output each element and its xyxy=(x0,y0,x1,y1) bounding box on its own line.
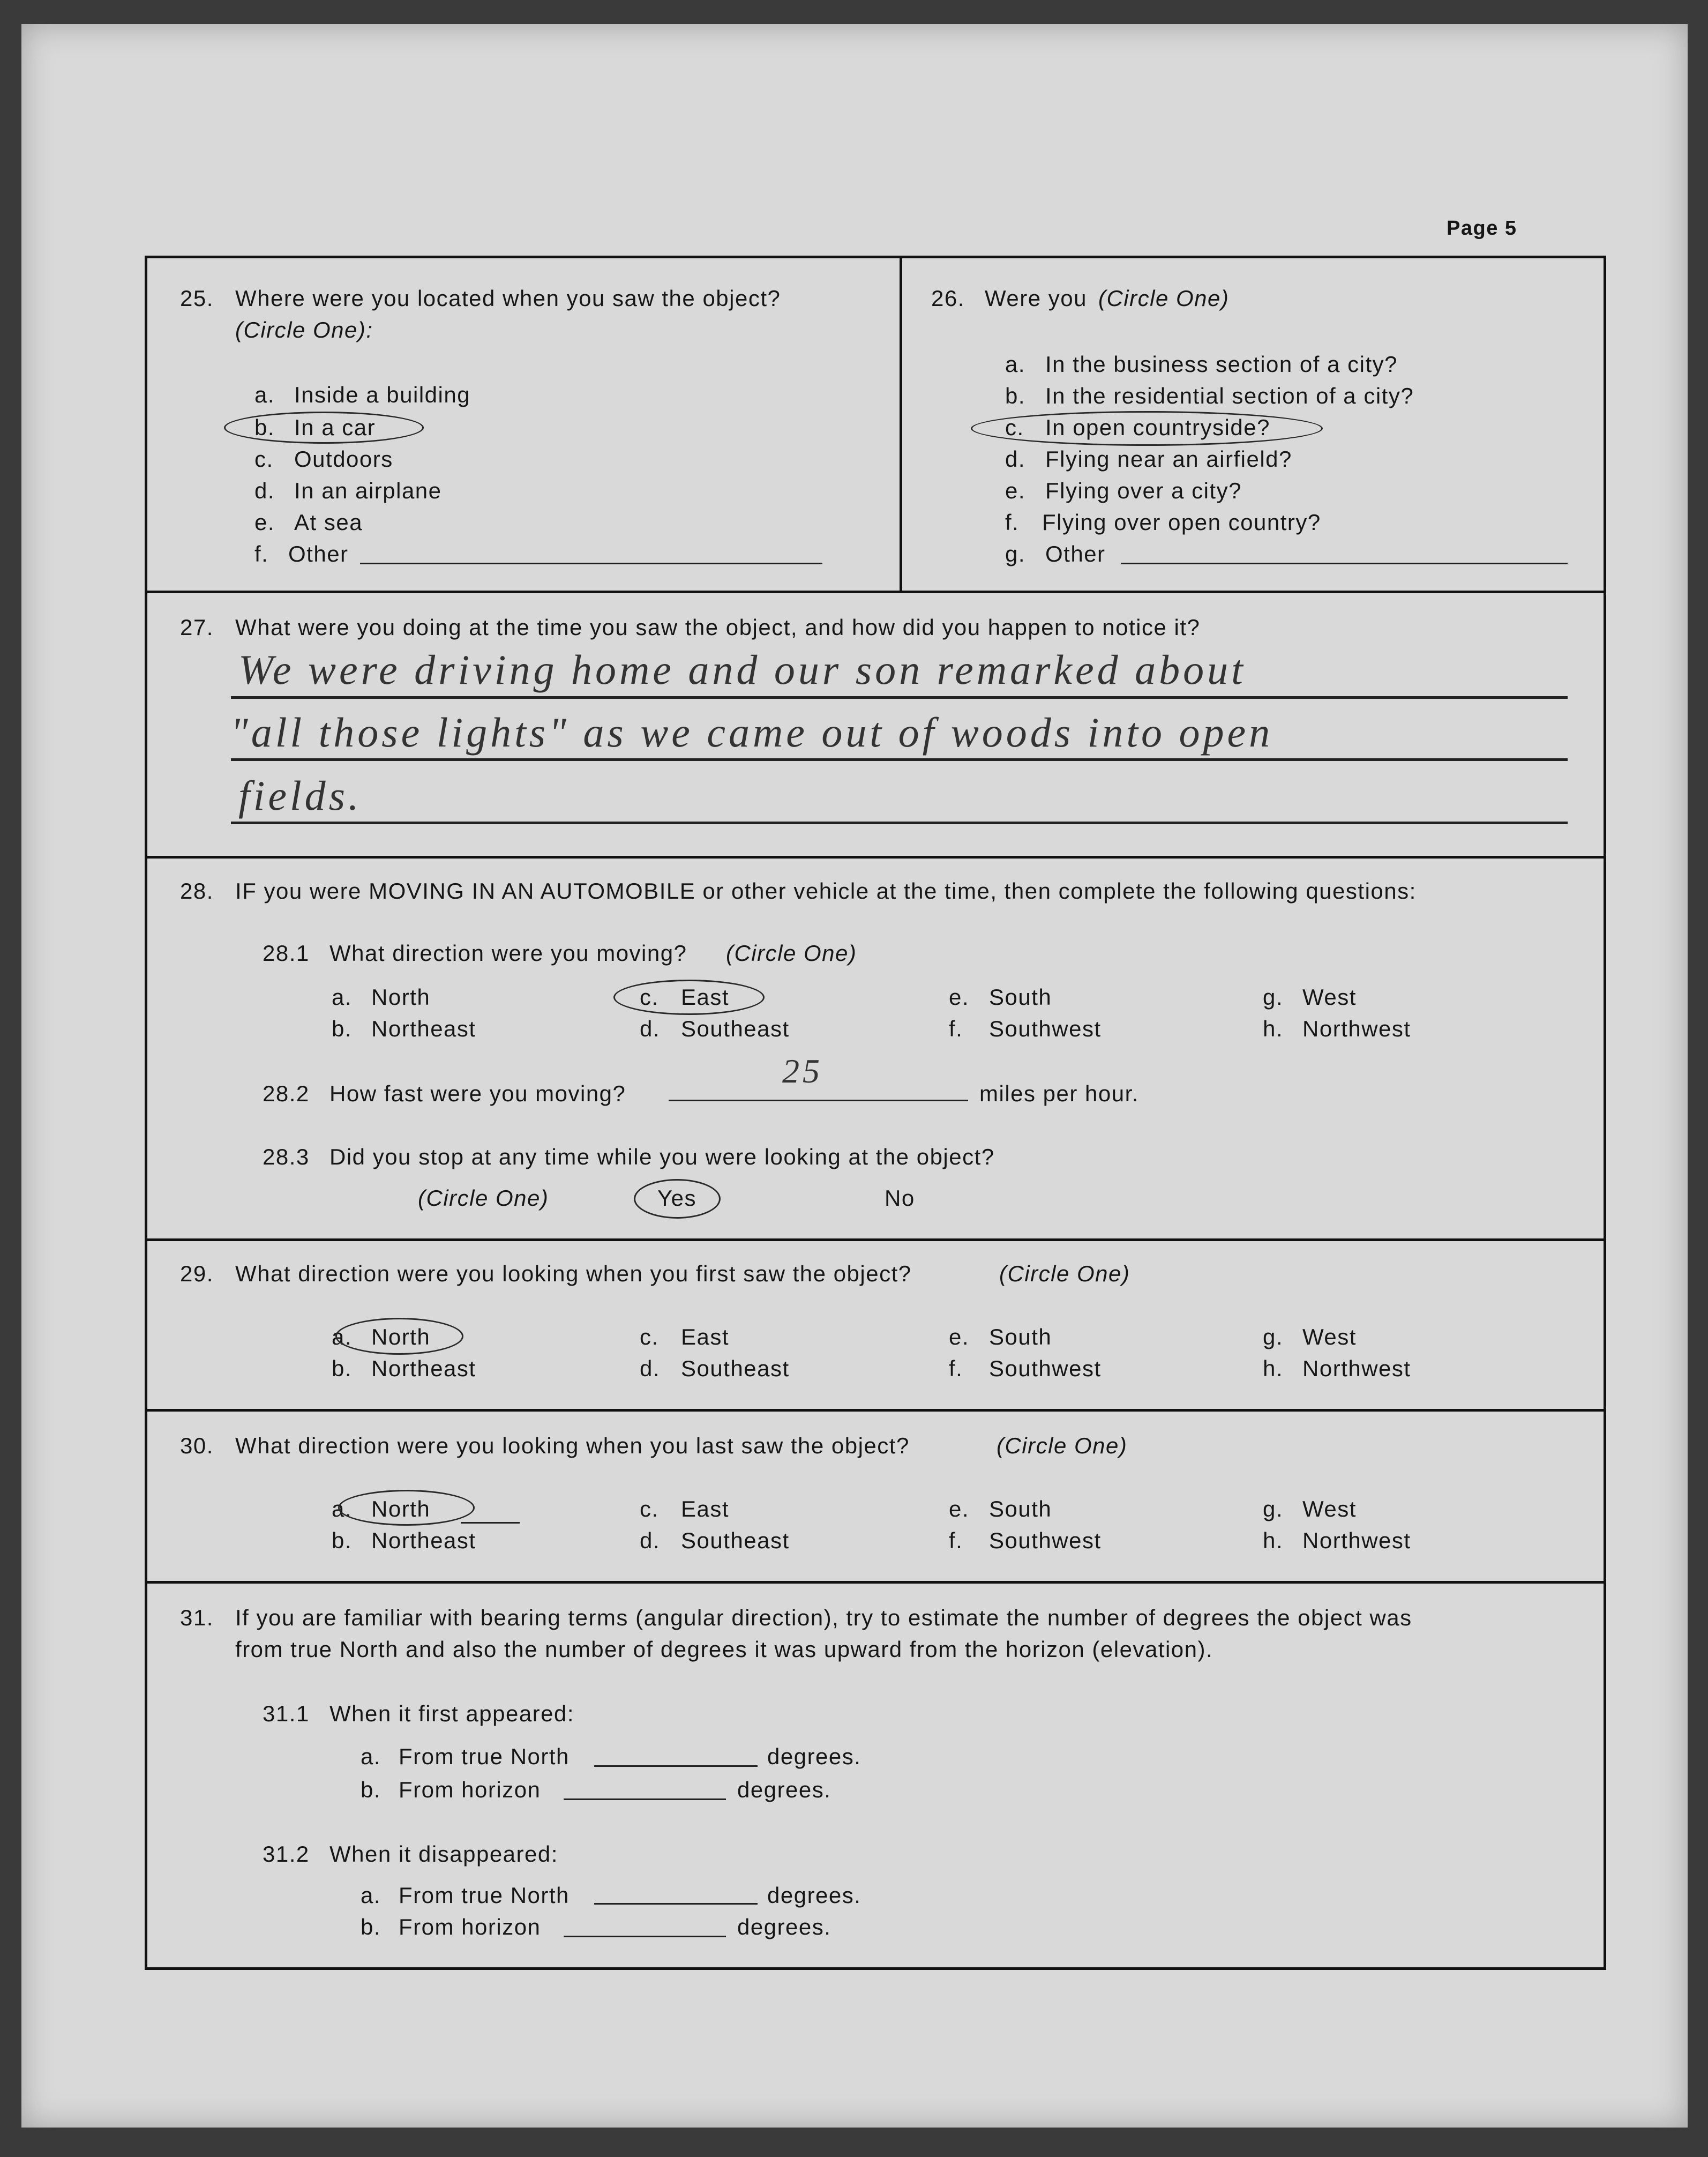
q28-1-instruction: (Circle One) xyxy=(726,941,857,966)
q30-number: 30. xyxy=(180,1433,214,1458)
option-letter: a. xyxy=(332,1324,353,1349)
q26-option-g[interactable]: Other xyxy=(1045,541,1106,566)
answer-line[interactable] xyxy=(231,696,1568,699)
direction-southwest[interactable]: Southwest xyxy=(989,1356,1102,1381)
direction-southwest[interactable]: Southwest xyxy=(989,1528,1102,1553)
direction-west[interactable]: West xyxy=(1302,1496,1357,1521)
q25-option-letter: e. xyxy=(254,510,275,535)
option-letter: a. xyxy=(332,984,353,1010)
page-number: Page 5 xyxy=(1447,217,1517,240)
first-true-north-field[interactable] xyxy=(594,1765,758,1767)
q26-option-a[interactable]: In the business section of a city? xyxy=(1045,352,1398,377)
q27-number: 27. xyxy=(180,615,214,640)
option-letter: e. xyxy=(949,1324,970,1349)
option-letter: h. xyxy=(1263,1528,1284,1553)
q25-other-field[interactable] xyxy=(360,563,822,564)
direction-east[interactable]: East xyxy=(681,1496,730,1521)
q25-option-c[interactable]: Outdoors xyxy=(294,446,393,472)
direction-northeast[interactable]: Northeast xyxy=(371,1528,476,1553)
row-divider xyxy=(145,1238,1606,1241)
from-horizon-label: From horizon xyxy=(399,1914,541,1939)
q25-option-b[interactable]: In a car xyxy=(294,415,376,440)
q31-1-number: 31.1 xyxy=(263,1701,310,1726)
q26-option-letter: c. xyxy=(1005,415,1024,440)
direction-northwest[interactable]: Northwest xyxy=(1302,1356,1411,1381)
direction-south[interactable]: South xyxy=(989,984,1052,1010)
option-letter: d. xyxy=(640,1528,661,1553)
q25-option-a[interactable]: Inside a building xyxy=(294,382,471,407)
q26-other-field[interactable] xyxy=(1121,563,1568,564)
handwritten-answer-line: We were driving home and our son remarked about xyxy=(238,646,1246,693)
q26-option-b[interactable]: In the residential section of a city? xyxy=(1045,383,1414,408)
direction-north[interactable]: North xyxy=(371,1496,431,1521)
q31-2-label: When it disappeared: xyxy=(329,1841,558,1867)
q27-question: What were you doing at the time you saw the object, and how did you happen to notice it? xyxy=(235,615,1201,640)
from-horizon-label: From horizon xyxy=(399,1777,541,1802)
q26-option-letter: g. xyxy=(1005,541,1026,566)
q25-option-letter: b. xyxy=(254,415,275,440)
q25-option-letter: a. xyxy=(254,382,275,407)
q28-3-number: 28.3 xyxy=(263,1144,310,1169)
option-letter: b. xyxy=(361,1914,381,1939)
q25-option-letter: d. xyxy=(254,478,275,503)
option-letter: c. xyxy=(640,984,659,1010)
option-letter: g. xyxy=(1263,1324,1284,1349)
last-true-north-field[interactable] xyxy=(594,1903,758,1905)
option-letter: a. xyxy=(361,1744,381,1769)
direction-west[interactable]: West xyxy=(1302,984,1357,1010)
q28-3-question: Did you stop at any time while you were looking at the object? xyxy=(329,1144,995,1169)
q28-1-number: 28.1 xyxy=(263,941,310,966)
q26-option-letter: b. xyxy=(1005,383,1026,408)
row-divider xyxy=(145,1581,1606,1584)
q26-option-letter: e. xyxy=(1005,478,1026,503)
option-letter: g. xyxy=(1263,984,1284,1010)
degrees-unit: degrees. xyxy=(767,1744,862,1769)
direction-south[interactable]: South xyxy=(989,1496,1052,1521)
q28-question: IF you were MOVING IN AN AUTOMOBILE or other vehicle at the time, then complete the following questions: xyxy=(235,878,1417,904)
answer-circle xyxy=(971,411,1323,446)
direction-west[interactable]: West xyxy=(1302,1324,1357,1349)
option-letter: f. xyxy=(949,1016,963,1041)
q26-option-letter: a. xyxy=(1005,352,1026,377)
answer-circle xyxy=(338,1490,475,1526)
option-no[interactable]: No xyxy=(885,1185,915,1211)
option-letter: b. xyxy=(361,1777,381,1802)
pen-stroke xyxy=(461,1522,520,1524)
option-letter: g. xyxy=(1263,1496,1284,1521)
option-letter: h. xyxy=(1263,1016,1284,1041)
q25-option-f[interactable]: Other xyxy=(288,541,349,566)
column-divider xyxy=(900,256,902,592)
option-letter: f. xyxy=(949,1356,963,1381)
direction-south[interactable]: South xyxy=(989,1324,1052,1349)
from-true-north-label: From true North xyxy=(399,1744,570,1769)
option-letter: e. xyxy=(949,984,970,1010)
q26-option-d[interactable]: Flying near an airfield? xyxy=(1045,446,1292,472)
direction-northeast[interactable]: Northeast xyxy=(371,1356,476,1381)
q28-3-instruction: (Circle One) xyxy=(418,1185,549,1211)
q26-number: 26. xyxy=(931,286,965,311)
option-letter: d. xyxy=(640,1356,661,1381)
option-letter: c. xyxy=(640,1324,659,1349)
answer-circle xyxy=(224,412,424,444)
option-letter: b. xyxy=(332,1016,353,1041)
direction-southeast[interactable]: Southeast xyxy=(681,1016,790,1041)
q25-instruction: (Circle One): xyxy=(235,317,373,342)
row-divider xyxy=(145,591,1606,593)
option-yes[interactable]: Yes xyxy=(657,1185,697,1211)
q26-option-f[interactable]: Flying over open country? xyxy=(1042,510,1321,535)
q25-question: Where were you located when you saw the object? xyxy=(235,286,781,311)
from-true-north-label: From true North xyxy=(399,1883,570,1908)
option-letter: e. xyxy=(949,1496,970,1521)
q25-option-d[interactable]: In an airplane xyxy=(294,478,442,503)
q25-option-e[interactable]: At sea xyxy=(294,510,363,535)
answer-circle xyxy=(634,1179,721,1219)
q25-option-letter: c. xyxy=(254,446,274,472)
q29-number: 29. xyxy=(180,1261,214,1286)
option-letter: h. xyxy=(1263,1356,1284,1381)
handwritten-answer-line: "all those lights" as we came out of woods into open xyxy=(230,709,1273,756)
last-horizon-field[interactable] xyxy=(564,1936,726,1937)
direction-southeast[interactable]: Southeast xyxy=(681,1356,790,1381)
q28-2-number: 28.2 xyxy=(263,1081,310,1106)
answer-line[interactable] xyxy=(231,822,1568,824)
handwritten-answer-line: fields. xyxy=(238,772,362,819)
direction-southeast[interactable]: Southeast xyxy=(681,1528,790,1553)
first-horizon-field[interactable] xyxy=(564,1798,726,1800)
option-letter: c. xyxy=(640,1496,659,1521)
direction-southwest[interactable]: Southwest xyxy=(989,1016,1102,1041)
row-divider xyxy=(145,856,1606,859)
q25-number: 25. xyxy=(180,286,214,311)
q31-2-number: 31.2 xyxy=(263,1841,310,1867)
q29-instruction: (Circle One) xyxy=(999,1261,1130,1286)
q31-question: If you are familiar with bearing terms (angular direction), try to estimate the number of degrees the object was xyxy=(235,1605,1412,1630)
q28-1-question: What direction were you moving? xyxy=(329,941,687,966)
direction-northwest[interactable]: Northwest xyxy=(1302,1016,1411,1041)
degrees-unit: degrees. xyxy=(767,1883,862,1908)
q26-instruction: (Circle One) xyxy=(1098,286,1230,311)
direction-northeast[interactable]: Northeast xyxy=(371,1016,476,1041)
q26-question: Were you xyxy=(985,286,1087,311)
direction-northwest[interactable]: Northwest xyxy=(1302,1528,1411,1553)
row-divider xyxy=(145,1409,1606,1412)
q31-number: 31. xyxy=(180,1605,214,1630)
degrees-unit: degrees. xyxy=(737,1777,831,1802)
direction-east[interactable]: East xyxy=(681,1324,730,1349)
direction-north[interactable]: North xyxy=(371,1324,431,1349)
option-letter: a. xyxy=(361,1883,381,1908)
q29-question: What direction were you looking when you first saw the object? xyxy=(235,1261,912,1286)
direction-north[interactable]: North xyxy=(371,984,431,1010)
q28-number: 28. xyxy=(180,878,214,904)
q30-instruction: (Circle One) xyxy=(997,1433,1128,1458)
answer-line[interactable] xyxy=(231,758,1568,761)
degrees-unit: degrees. xyxy=(737,1914,831,1939)
answer-circle xyxy=(335,1318,463,1355)
answer-circle xyxy=(613,980,765,1015)
option-letter: b. xyxy=(332,1356,353,1381)
speed-unit: miles per hour. xyxy=(979,1081,1139,1106)
option-letter: d. xyxy=(640,1016,661,1041)
q26-option-letter: d. xyxy=(1005,446,1026,472)
q25-option-letter: f. xyxy=(254,541,269,566)
q31-question-cont: from true North and also the number of degrees it was upward from the horizon (elevation). xyxy=(235,1637,1213,1662)
direction-east[interactable]: East xyxy=(681,984,730,1010)
speed-answer: 25 xyxy=(782,1052,823,1090)
speed-field[interactable] xyxy=(669,1100,968,1101)
q26-option-e[interactable]: Flying over a city? xyxy=(1045,478,1242,503)
q28-2-question: How fast were you moving? xyxy=(329,1081,626,1106)
q26-option-c[interactable]: In open countryside? xyxy=(1045,415,1270,440)
q31-1-label: When it first appeared: xyxy=(329,1701,575,1726)
q30-question: What direction were you looking when you last saw the object? xyxy=(235,1433,910,1458)
option-letter: b. xyxy=(332,1528,353,1553)
option-letter: a. xyxy=(332,1496,353,1521)
q26-option-letter: f. xyxy=(1005,510,1020,535)
option-letter: f. xyxy=(949,1528,963,1553)
